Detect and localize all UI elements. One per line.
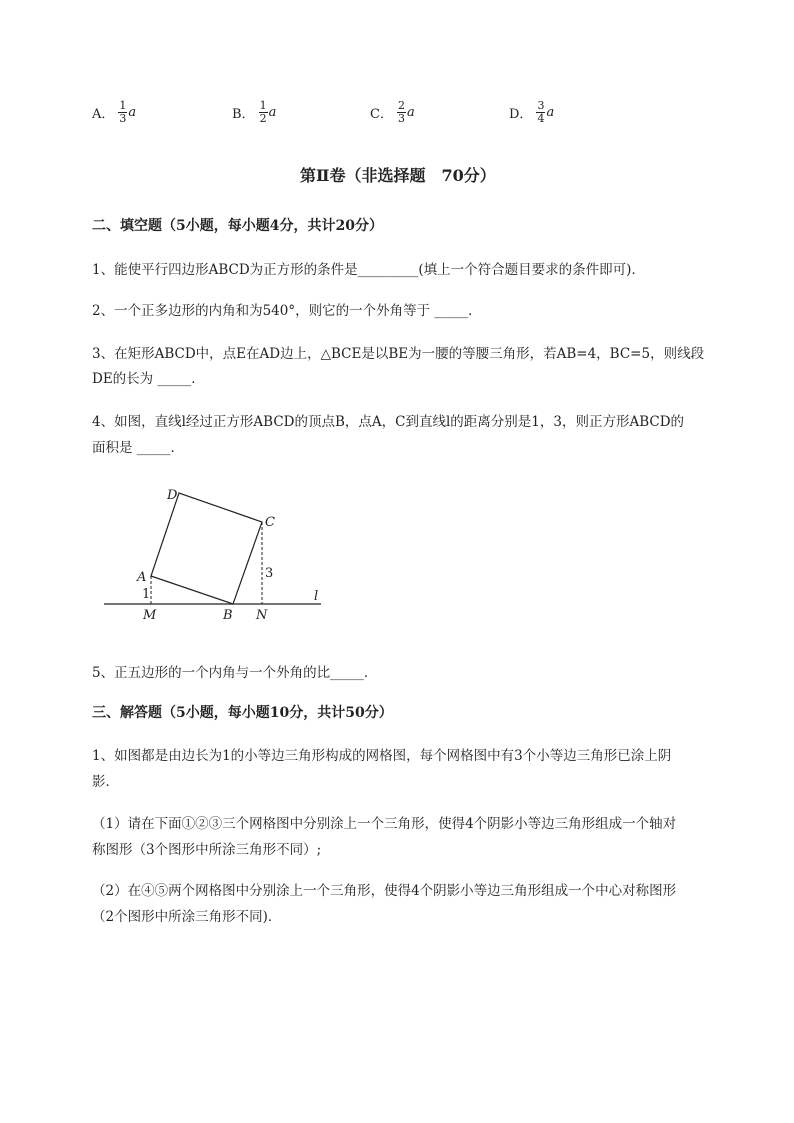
answer-heading: 三、解答题（5小题，每小题10分，共计50分）: [92, 705, 393, 721]
answer-1-sub1-line-1: （1）请在下面①②③三个网格图中分别涂上一个三角形，使得4个阴影小等边三角形组成一个轴对: [92, 816, 677, 832]
answer-1-sub1-line-2: 称图形（3个图形中所涂三角形不同）;: [92, 842, 322, 858]
label-d: D: [167, 488, 178, 503]
option-b-fraction: [259, 100, 268, 125]
option-a: [92, 100, 136, 125]
part2-title: 第Ⅱ卷（非选择题 70分）: [300, 166, 496, 185]
answer-1-line-2: 影．: [92, 774, 119, 790]
option-a-fraction: [118, 100, 127, 125]
option-c-denominator: 3: [397, 112, 405, 125]
label-distance-3: 3: [265, 566, 274, 581]
option-a-numerator: 1: [119, 99, 127, 112]
option-c-numerator: 2: [397, 99, 405, 112]
option-d-numerator: 3: [537, 99, 545, 112]
question-4-line-1: 4、如图，直线l经过正方形ABCD的顶点B，点A，C到直线l的距离分别是1，3，则正方形ABCD的: [92, 414, 685, 430]
option-b-numerator: 1: [259, 99, 267, 112]
question-5: 5、正五边形的一个内角与一个外角的比_____．: [92, 665, 378, 681]
option-a-denominator: 3: [119, 112, 127, 125]
option-b: [232, 100, 276, 125]
option-a-letter: A．: [92, 107, 115, 122]
label-b: B: [223, 608, 233, 623]
option-d-letter: D．: [509, 107, 533, 122]
answer-1-sub2-line-2: （2个图形中所涂三角形不同)．: [92, 909, 282, 925]
square-abcd: [151, 493, 262, 604]
option-d-denominator: 4: [537, 112, 545, 125]
option-b-variable: a: [268, 105, 277, 120]
option-b-denominator: 2: [259, 112, 267, 125]
option-a-variable: a: [128, 105, 137, 120]
label-l: l: [314, 589, 319, 604]
label-c: C: [265, 515, 275, 530]
question-2: 2、一个正多边形的内角和为540°，则它的一个外角等于 _____．: [92, 303, 482, 319]
fill-heading: 二、填空题（5小题，每小题4分，共计20分）: [92, 218, 383, 234]
option-c-variable: a: [406, 105, 415, 120]
option-c-fraction: [397, 100, 406, 125]
option-b-letter: B．: [232, 107, 255, 122]
label-a: A: [137, 570, 147, 585]
answer-1-line-1: 1、如图都是由边长为1的小等边三角形构成的网格图，每个网格图中有3个小等边三角形已涂上阴: [92, 748, 672, 764]
label-distance-1: 1: [142, 587, 151, 602]
option-c-letter: C．: [370, 107, 393, 122]
label-n: N: [256, 608, 268, 623]
answer-1-sub2-line-1: （2）在④⑤两个网格图中分别涂上一个三角形，使得4个阴影小等边三角形组成一个中心对称图形: [92, 883, 677, 899]
option-c: [370, 100, 415, 125]
option-d: [509, 100, 554, 125]
question-3-line-2: DE的长为 _____．: [92, 371, 205, 387]
option-d-fraction: [536, 100, 545, 125]
question-1: 1、能使平行四边形ABCD为正方形的条件是_________(填上一个符合题目要求的条件即可)．: [92, 262, 645, 278]
question-4-line-2: 面积是 _____．: [92, 440, 185, 456]
square-figure: [95, 482, 335, 627]
question-3-line-1: 3、在矩形ABCD中，点E在AD边上，△BCE是以BE为一腰的等腰三角形，若AB=4，BC=5，则线段: [92, 346, 705, 362]
option-d-variable: a: [546, 105, 555, 120]
label-m: M: [143, 608, 157, 623]
